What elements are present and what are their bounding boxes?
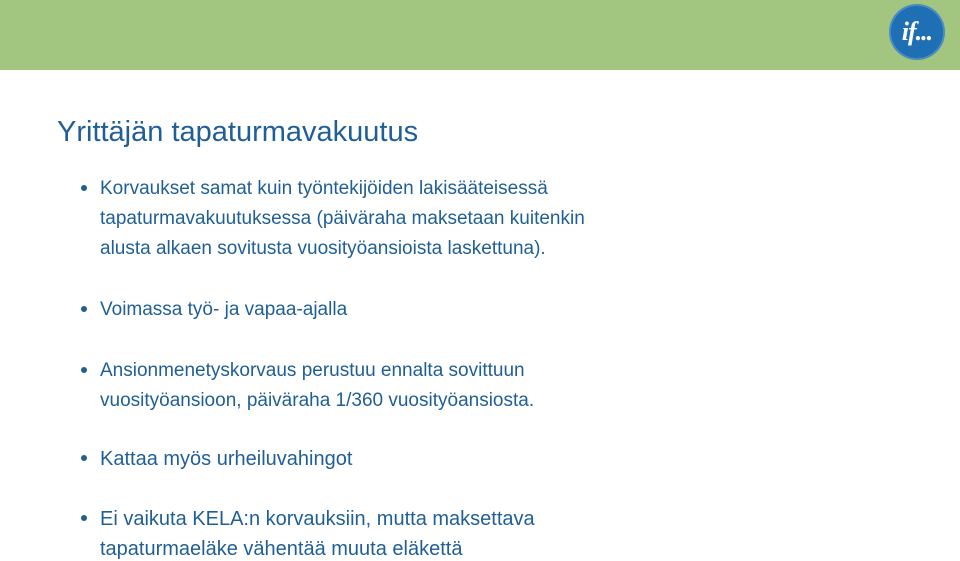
- bullet-text: Korvaukset samat kuin työntekijöiden lakisääteisessä tapaturmavakuutuksessa (päiväraha maksetaan kuitenkin alusta alkaen sovitusta vuosityöansioista laskettuna).: [100, 178, 585, 259]
- bullet-text: Ansionmenetyskorvaus perustuu ennalta sovittuun vuosityöansioon, päiväraha 1/360 vuosityöansiosta.: [100, 360, 535, 411]
- slide-title: Yrittäjän tapaturmavakuutus: [57, 116, 419, 148]
- bullet-dot-icon: [81, 306, 87, 312]
- bullet-item: [81, 444, 352, 474]
- bullet-text: Voimassa työ- ja vapaa-ajalla: [100, 299, 348, 320]
- bullet-dot-icon: [81, 185, 87, 191]
- bullet-dot-icon: [81, 455, 87, 461]
- bullet-dot-icon: [81, 367, 87, 373]
- bullet-item: [81, 504, 535, 561]
- bullet-text: Ei vaikuta KELA:n korvauksiin, mutta maksettava tapaturmaeläke vähentää muuta eläkettä: [100, 508, 535, 560]
- if-logo: [889, 4, 945, 60]
- bullet-dot-icon: [81, 515, 87, 521]
- bullet-text: Kattaa myös urheiluvahingot: [100, 448, 353, 470]
- bullet-item: [81, 356, 534, 416]
- bullet-item: [81, 295, 347, 325]
- bullet-item: [81, 174, 585, 264]
- logo-text: if...: [901, 17, 933, 46]
- header-bar: [0, 0, 960, 70]
